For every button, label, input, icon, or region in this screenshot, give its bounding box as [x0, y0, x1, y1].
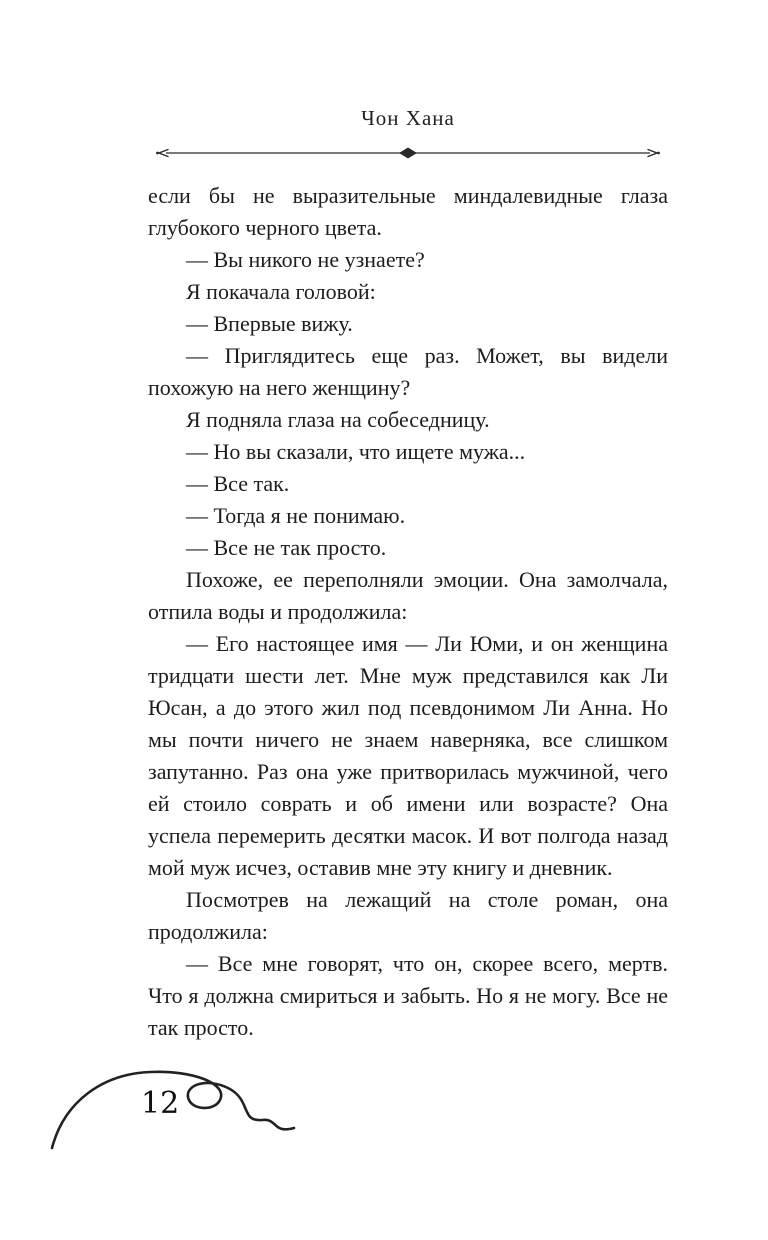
- paragraph: — Но вы сказали, что ищете мужа...: [186, 439, 526, 464]
- paragraph: Я покачала головой:: [186, 279, 376, 304]
- paragraph: — Приглядитесь еще раз. Может, вы видели похожую на него женщину?: [148, 343, 668, 400]
- paragraph: если бы не выразительные миндалевидные глаза глубокого черного цвета.: [148, 183, 668, 240]
- header-divider-ornament: [152, 146, 664, 160]
- paragraph: — Его настоящее имя — Ли Юми, и он женщина тридцати шести лет. Мне муж представился как Ли Юсан, а до этого жил под псевдонимом Ли Анна. Но мы почти ничего не знаем наверняка, все слишком запутанно. Раз она уже притворилась мужчиной, чего ей стоило соврать и об имени или возрасте? Она успела перемерить десятки масок. И вот полгода назад мой муж исчез, оставив мне эту книгу и дневник.: [148, 631, 668, 880]
- text-block: [148, 180, 668, 1044]
- paragraph: Похоже, ее переполняли эмоции. Она замолчала, отпила воды и продолжила:: [148, 567, 668, 624]
- paragraph: — Все мне говорят, что он, скорее всего, мертв. Что я должна смириться и забыть. Но я не могу. Все не так просто.: [148, 951, 668, 1040]
- page-number: 12: [141, 1086, 180, 1121]
- paragraph: — Впервые вижу.: [186, 311, 353, 336]
- paragraph: — Все не так просто.: [186, 535, 387, 560]
- paragraph: — Все так.: [186, 471, 290, 496]
- paragraph: Посмотрев на лежащий на столе роман, она продолжила:: [148, 887, 668, 944]
- paragraph: — Вы никого не узнаете?: [186, 247, 425, 272]
- paragraph: — Тогда я не понимаю.: [186, 503, 406, 528]
- paragraph: Я подняла глаза на собеседницу.: [186, 407, 490, 432]
- running-header-author: Чон Хана: [361, 106, 455, 130]
